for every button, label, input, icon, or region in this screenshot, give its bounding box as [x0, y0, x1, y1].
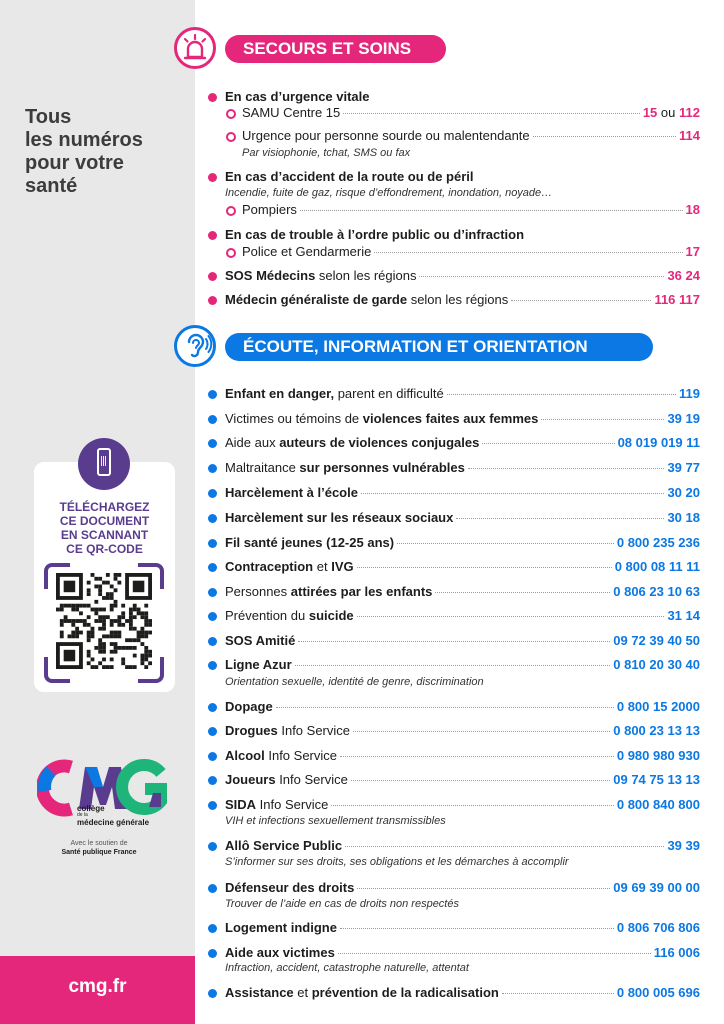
- entry-label: Contraception et IVG: [225, 559, 354, 574]
- description: VIH et infections sexuellement transmissibles: [225, 815, 446, 827]
- phone-number[interactable]: 0 800 840 800: [616, 797, 700, 812]
- qr-code[interactable]: [44, 563, 164, 683]
- entry-label: Victimes ou témoins de violences faites aux femmes: [225, 411, 539, 426]
- entry-label: SOS Amitié: [225, 633, 296, 648]
- ear-icon: [174, 325, 216, 367]
- entry-police: Police et Gendarmerie 17: [208, 243, 700, 261]
- support-line: Avec le soutien de: [70, 840, 128, 847]
- logo-subtitle: [77, 804, 149, 827]
- logo-sub-line: collège: [77, 804, 105, 813]
- phone-number[interactable]: 09 74 75 13 13: [613, 772, 700, 787]
- entry-label: Harcèlement à l’école: [225, 485, 358, 500]
- phone-number[interactable]: 0 800 23 13 13: [613, 723, 700, 738]
- phone-number[interactable]: 0 810 20 30 40: [613, 657, 700, 672]
- description: S’informer sur ses droits, ses obligations et les démarches à accomplir: [225, 856, 569, 868]
- tagline-line: santé: [25, 175, 78, 197]
- phone-number[interactable]: 09 69 39 00 00: [613, 880, 700, 895]
- entry-label: Prévention du suicide: [225, 608, 354, 623]
- description: Par visiophonie, tchat, SMS ou fax: [242, 147, 411, 159]
- ecoute-entry: [208, 879, 700, 897]
- phone-number[interactable]: 0 980 980 930: [616, 748, 700, 763]
- ecoute-entry: [208, 385, 700, 403]
- qr-code-image: [56, 573, 152, 669]
- phone-qr-icon: [78, 438, 130, 490]
- phone-number[interactable]: 31 14: [667, 608, 700, 623]
- footer-url-link[interactable]: cmg.fr: [68, 976, 127, 997]
- phone-number[interactable]: 0 806 706 806: [616, 920, 700, 935]
- entry-samu: SAMU Centre 15 15 ou 112: [208, 104, 700, 122]
- phone-number[interactable]: 0 806 23 10 63: [613, 584, 700, 599]
- entry-label: Aide aux auteurs de violences conjugales: [225, 435, 480, 450]
- support-org: Santé publique France: [61, 849, 137, 856]
- entry-label: Ligne Azur: [225, 657, 292, 672]
- qr-text-line: CE DOCUMENT: [59, 514, 150, 528]
- entry-label: SIDA Info Service: [225, 797, 329, 812]
- ecoute-entry: [208, 607, 700, 625]
- support-note: [34, 839, 164, 857]
- tagline-line: les numéros: [25, 129, 143, 151]
- ecoute-entry: [208, 919, 700, 937]
- phone-number[interactable]: 116 006: [653, 945, 700, 960]
- ecoute-entry: [208, 558, 700, 576]
- ecoute-entry: [208, 632, 700, 650]
- ecoute-entry: [208, 722, 700, 740]
- qr-instructions: [34, 500, 175, 556]
- entry-pompiers: Pompiers 18: [208, 201, 700, 219]
- description: Trouver de l’aide en cas de droits non respectés: [225, 898, 459, 910]
- phone-number[interactable]: 0 800 15 2000: [616, 699, 700, 714]
- entry-label: Défenseur des droits: [225, 880, 355, 895]
- phone-number[interactable]: 36 24: [667, 268, 700, 283]
- ecoute-entry: [208, 944, 700, 962]
- ecoute-entry: [208, 509, 700, 527]
- ecoute-entry: [208, 747, 700, 765]
- section-title-ecoute: ÉCOUTE, INFORMATION ET ORIENTATION: [225, 333, 653, 361]
- tagline-line: Tous: [25, 106, 72, 128]
- entry-label: Fil santé jeunes (12-25 ans): [225, 535, 395, 550]
- phone-number[interactable]: 0 800 08 11 11: [614, 559, 700, 574]
- ecoute-entry: [208, 771, 700, 789]
- phone-number[interactable]: 15: [642, 105, 658, 120]
- phone-number[interactable]: 0 800 005 696: [616, 985, 700, 1000]
- section-title-secours: SECOURS ET SOINS: [225, 35, 446, 63]
- entry-label: Logement indigne: [225, 920, 337, 935]
- ecoute-entry: [208, 656, 700, 674]
- qr-text-line: TÉLÉCHARGEZ: [59, 500, 150, 514]
- entry-label: Enfant en danger, parent en difficulté: [225, 386, 444, 401]
- phone-number[interactable]: 09 72 39 40 50: [613, 633, 700, 648]
- tagline-line: pour votre: [25, 152, 124, 174]
- phone-number[interactable]: 0 800 235 236: [616, 535, 700, 550]
- entry-medecin-garde: Médecin généraliste de garde selon les régions 116 117: [208, 291, 700, 309]
- ecoute-entry: [208, 583, 700, 601]
- logo-sub-line: de la: [77, 812, 88, 818]
- qr-text-line: EN SCANNANT: [60, 528, 149, 542]
- entry-label: Dopage: [225, 699, 273, 714]
- ecoute-entry: [208, 484, 700, 502]
- entry-label: Aide aux victimes: [225, 945, 335, 960]
- logo-sub-line: médecine générale: [77, 818, 150, 827]
- ecoute-entry: [208, 434, 700, 452]
- phone-number[interactable]: 39 19: [667, 411, 700, 426]
- phone-number[interactable]: 39 39: [667, 838, 700, 853]
- entry-label: Joueurs Info Service: [225, 772, 348, 787]
- description: Infraction, accident, catastrophe naturelle, attentat: [225, 962, 469, 974]
- ecoute-entry: [208, 534, 700, 552]
- entry-label: Allô Service Public: [225, 838, 343, 853]
- phone-number[interactable]: 116 117: [654, 292, 700, 307]
- entry-label: Maltraitance sur personnes vulnérables: [225, 460, 465, 475]
- svg-text:CMG: CMG: [37, 757, 40, 758]
- phone-number[interactable]: 112: [679, 105, 700, 120]
- entry-sos-medecins: SOS Médecins selon les régions 36 24: [208, 267, 700, 285]
- phone-number[interactable]: 114: [679, 128, 700, 143]
- ecoute-entry: [208, 459, 700, 477]
- siren-icon: [174, 27, 216, 69]
- ecoute-entry: [208, 410, 700, 428]
- entry-label: Personnes attirées par les enfants: [225, 584, 433, 599]
- ecoute-entry: [208, 796, 700, 814]
- phone-number[interactable]: 18: [685, 202, 700, 217]
- phone-number[interactable]: 119: [679, 386, 700, 401]
- entry-label: Harcèlement sur les réseaux sociaux: [225, 510, 454, 525]
- entry-label: Drogues Info Service: [225, 723, 350, 738]
- phone-number[interactable]: 08 019 019 11: [617, 435, 700, 450]
- entry-label: Assistance et prévention de la radicalisation: [225, 985, 499, 1000]
- entry-label: Alcool Info Service: [225, 748, 337, 763]
- phone-number[interactable]: 39 77: [667, 460, 700, 475]
- description: Orientation sexuelle, identité de genre, discrimination: [225, 676, 484, 688]
- ecoute-entry: [208, 837, 700, 855]
- tagline: [25, 106, 143, 198]
- entry-sourd: Urgence pour personne sourde ou malentendante 114: [208, 127, 700, 145]
- ecoute-entry: [208, 698, 700, 716]
- phone-number[interactable]: 30 18: [667, 510, 700, 525]
- ecoute-entry: [208, 984, 700, 1002]
- description: Incendie, fuite de gaz, risque d’effondrement, inondation, noyade…: [225, 187, 553, 199]
- phone-number[interactable]: 17: [685, 244, 700, 259]
- qr-text-line: CE QR-CODE: [66, 542, 143, 556]
- phone-number[interactable]: 30 20: [667, 485, 700, 500]
